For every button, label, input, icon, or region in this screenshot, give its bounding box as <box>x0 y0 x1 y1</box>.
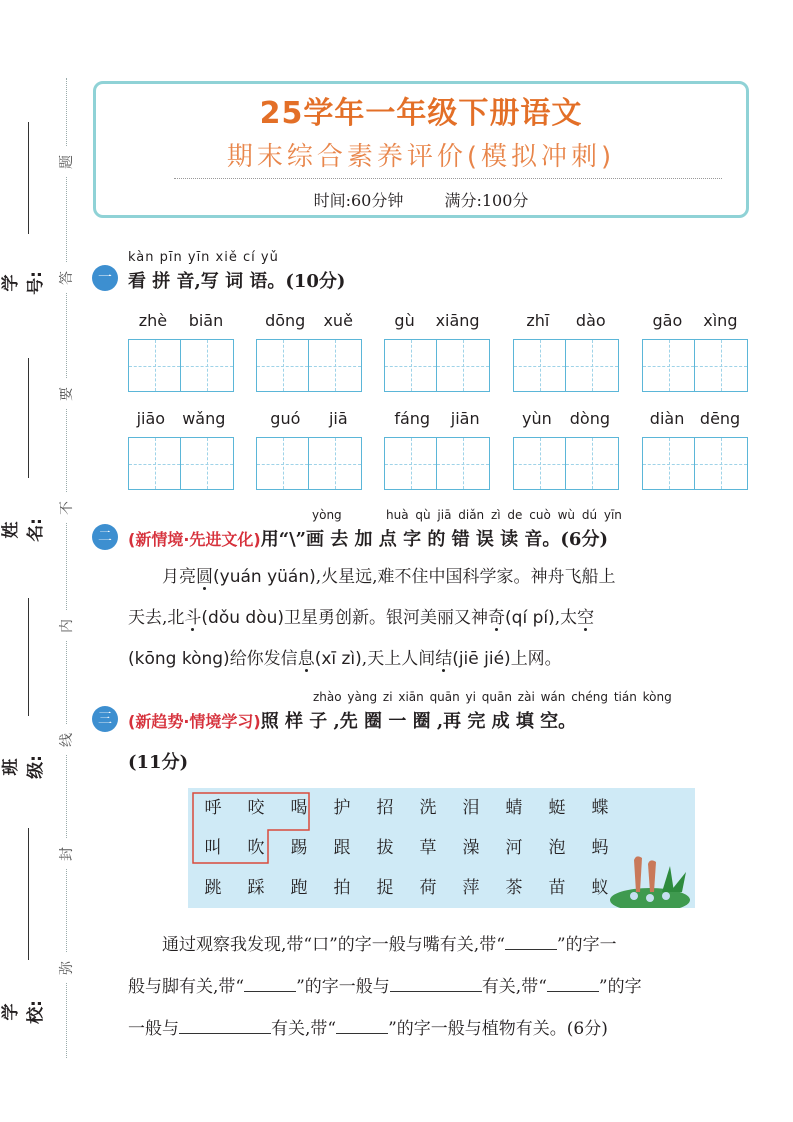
answer-blank[interactable] <box>505 933 557 950</box>
seal-char: 弥 <box>59 953 75 983</box>
character-cell[interactable]: 跳 <box>204 878 222 898</box>
writing-box[interactable] <box>181 339 234 392</box>
character-cell[interactable]: 捉 <box>376 878 394 898</box>
passage-text: 月亮 <box>162 567 196 587</box>
word-grid <box>128 311 234 392</box>
name-label: 姓名: <box>1 518 46 542</box>
writing-box[interactable] <box>695 437 748 490</box>
exam-title: 25学年一年级下册语文 <box>259 96 583 131</box>
name-line <box>28 358 29 478</box>
exam-time-score <box>96 188 746 211</box>
character-cell[interactable]: 蚁 <box>591 878 609 898</box>
school-label: 学校: <box>1 1000 46 1024</box>
character-cell[interactable]: 蜻 <box>505 798 523 818</box>
character-cell[interactable]: 茶 <box>505 878 523 898</box>
character-cell[interactable]: 河 <box>505 838 523 858</box>
passage-text: ,天上人间 <box>361 649 436 669</box>
passage-text: 天去,北 <box>128 608 185 628</box>
passage-text: 卫星勇创新。银河美丽又神 <box>284 608 489 628</box>
seal-char: 答 <box>59 263 75 293</box>
writing-box[interactable] <box>437 437 490 490</box>
passage-text: ,火星远,难不住中国科学家。神舟飞船上 <box>315 567 616 587</box>
pinyin-syllable: yùn <box>522 409 552 428</box>
pinyin-syllable: zhè <box>138 311 168 330</box>
pinyin-syllable: xiāng <box>435 311 480 330</box>
pinyin-syllable: dòng <box>569 409 610 428</box>
section-1-pinyin: kàn pīn yīn xiě cí yǔ <box>128 250 279 265</box>
word-grid <box>642 409 748 490</box>
class-line <box>28 598 29 716</box>
word-grid <box>384 409 490 490</box>
writing-box[interactable] <box>642 339 695 392</box>
section-3-pinyin: zhào yàng zi xiān quān yi quān zài wán chéng tián kòng <box>313 690 672 704</box>
seal-char: 题 <box>59 147 75 177</box>
character-cell[interactable]: 踩 <box>247 878 265 898</box>
character-cell[interactable]: 洗 <box>419 798 437 818</box>
character-cell[interactable]: 招 <box>376 798 394 818</box>
writing-box[interactable] <box>256 437 309 490</box>
section-2-tag: (新情境·先进文化) <box>128 530 261 549</box>
pinyin-syllable: dōng <box>265 311 306 330</box>
word-grid <box>642 311 748 392</box>
writing-box[interactable] <box>128 339 181 392</box>
pinyin-syllable: biān <box>188 311 224 330</box>
word-grid <box>384 311 490 392</box>
fill-text: ”的字一般与 <box>296 977 390 997</box>
character-cell[interactable]: 萍 <box>462 878 480 898</box>
character-cell[interactable]: 拔 <box>376 838 394 858</box>
answer-blank[interactable] <box>244 975 296 992</box>
pinyin-syllable: guó <box>270 409 301 428</box>
character-cell[interactable]: 护 <box>333 798 351 818</box>
dotted-char: 斗 <box>184 608 202 628</box>
answer-blank[interactable] <box>336 1017 388 1034</box>
character-cell[interactable]: 跑 <box>290 878 308 898</box>
pinyin-syllable: fáng <box>394 409 431 428</box>
word-grid <box>256 409 362 490</box>
birds-illustration <box>604 852 696 908</box>
dotted-char: 空 <box>577 608 595 628</box>
writing-box[interactable] <box>642 437 695 490</box>
section-3-question <box>128 707 576 733</box>
pinyin-choice[interactable]: (dǒu dòu) <box>201 608 285 628</box>
class-label: 班级: <box>1 755 46 779</box>
section-2-pinyin: huà qù jiā diǎn zì de cuò wù dú yīn <box>386 508 622 522</box>
fill-text: ”的字 <box>598 977 642 997</box>
writing-box[interactable] <box>309 437 362 490</box>
character-cell[interactable]: 荷 <box>419 878 437 898</box>
character-panel <box>188 788 695 908</box>
pinyin-syllable: wǎng <box>182 409 226 428</box>
section-3-tag: (新趋势·情境学习) <box>128 712 261 731</box>
seal-char: 不 <box>59 493 75 523</box>
character-cell[interactable]: 蝶 <box>591 798 609 818</box>
character-cell[interactable]: 拍 <box>333 878 351 898</box>
passage-text: ,太 <box>554 608 578 628</box>
exam-score: 满分:100分 <box>444 191 529 210</box>
character-cell[interactable]: 蚂 <box>591 838 609 858</box>
student-id-label: 学号: <box>1 271 46 295</box>
pinyin-choice[interactable]: (qí pí) <box>505 608 555 628</box>
character-cell[interactable]: 踢 <box>290 838 308 858</box>
character-cell[interactable]: 泪 <box>462 798 480 818</box>
writing-box[interactable] <box>384 437 437 490</box>
writing-box[interactable] <box>566 339 619 392</box>
section-1-question <box>128 267 345 293</box>
pinyin-choice[interactable]: (jiē jié) <box>452 649 511 669</box>
character-cell[interactable]: 呼 <box>204 798 222 818</box>
section-2-number: 二 <box>92 524 118 550</box>
seal-char: 封 <box>59 839 75 869</box>
pinyin-choice[interactable]: (kōng kòng) <box>128 649 230 669</box>
word-grid <box>513 311 619 392</box>
character-cell[interactable]: 喝 <box>290 798 308 818</box>
pinyin-syllable: zhī <box>526 311 550 330</box>
exam-subtitle: 期末综合素养评价(模拟冲刺) <box>226 142 616 172</box>
section-1-text: 看 拼 音,写 词 语。 <box>128 271 286 292</box>
section-1-number: 一 <box>92 265 118 291</box>
pinyin-syllable: dēng <box>699 409 741 428</box>
character-cell[interactable]: 跟 <box>333 838 351 858</box>
pinyin-syllable: jiāo <box>136 409 166 428</box>
writing-box[interactable] <box>695 339 748 392</box>
fill-text: 般与脚有关,带“ <box>128 977 245 997</box>
section-2-question <box>128 525 608 551</box>
section-3-points: (11分) <box>128 752 189 773</box>
section-3-fill <box>128 924 753 1050</box>
writing-box[interactable] <box>181 437 234 490</box>
writing-box[interactable] <box>566 437 619 490</box>
fill-text: 通过观察我发现,带“口”的字一般与嘴有关,带“ <box>162 935 505 955</box>
pinyin-syllable: dào <box>575 311 606 330</box>
fill-text: ”的字一 <box>556 935 617 955</box>
section-2-pinyin-yong: yòng <box>312 508 342 522</box>
fill-text: ”的字一般与植物有关。(6分) <box>388 1019 608 1039</box>
character-cell[interactable]: 吹 <box>247 838 265 858</box>
writing-box[interactable] <box>513 437 566 490</box>
writing-box[interactable] <box>128 437 181 490</box>
answer-blank[interactable] <box>547 975 599 992</box>
character-cell[interactable]: 叫 <box>204 838 222 858</box>
character-cell[interactable]: 草 <box>419 838 437 858</box>
binding-dotted-line <box>66 78 67 1058</box>
pinyin-syllable: jiān <box>450 409 480 428</box>
fill-text: 一般与 <box>128 1019 179 1039</box>
writing-box[interactable] <box>437 339 490 392</box>
exam-header <box>93 81 749 218</box>
school-line <box>28 828 29 960</box>
word-grid <box>256 311 362 392</box>
section-3-number: 三 <box>92 706 118 732</box>
writing-box[interactable] <box>384 339 437 392</box>
dotted-char: 息 <box>297 649 315 669</box>
pinyin-choice[interactable]: (xī zì) <box>314 649 362 669</box>
writing-box[interactable] <box>256 339 309 392</box>
section-2-text-b: “\”画 去 加 点 字 的 错 误 读 音。 <box>278 529 561 550</box>
answer-blank[interactable] <box>179 1017 271 1034</box>
dotted-char: 结 <box>435 649 453 669</box>
section-2-text-a: 用 <box>260 529 279 550</box>
character-cell[interactable]: 蜓 <box>548 798 566 818</box>
writing-box[interactable] <box>513 339 566 392</box>
writing-box[interactable] <box>309 339 362 392</box>
pinyin-syllable: diàn <box>649 409 685 428</box>
pinyin-syllable: gù <box>394 311 415 330</box>
section-3-text: 照 样 子 ,先 圈 一 圈 ,再 完 成 填 空。 <box>260 711 577 732</box>
section-2-points: (6分) <box>560 529 608 550</box>
character-cell[interactable]: 咬 <box>247 798 265 818</box>
pinyin-syllable: xuě <box>323 311 353 330</box>
dotted-char: 奇 <box>488 608 506 628</box>
student-id-line <box>28 122 29 234</box>
answer-blank[interactable] <box>390 975 482 992</box>
header-divider <box>174 178 722 179</box>
dotted-char: 圆 <box>196 567 213 587</box>
pinyin-syllable: jiā <box>328 409 348 428</box>
passage-text: 给你发信 <box>229 649 298 669</box>
character-cell[interactable]: 苗 <box>548 878 566 898</box>
section-2-passage <box>128 557 753 680</box>
character-cell[interactable]: 澡 <box>462 838 480 858</box>
pinyin-syllable: gāo <box>652 311 683 330</box>
pinyin-choice[interactable]: (yuán yüán) <box>213 567 316 587</box>
word-grid <box>513 409 619 490</box>
seal-char: 要 <box>59 379 75 409</box>
fill-text: 有关,带“ <box>481 977 547 997</box>
pinyin-syllable: xìng <box>703 311 738 330</box>
seal-char: 线 <box>59 725 75 755</box>
fill-text: 有关,带“ <box>271 1019 337 1039</box>
section-1-points: (10分) <box>285 271 346 292</box>
seal-char: 内 <box>59 611 75 641</box>
exam-time: 时间:60分钟 <box>313 191 404 210</box>
word-grid <box>128 409 234 490</box>
character-cell[interactable]: 泡 <box>548 838 566 858</box>
passage-text: 上网。 <box>510 649 562 669</box>
